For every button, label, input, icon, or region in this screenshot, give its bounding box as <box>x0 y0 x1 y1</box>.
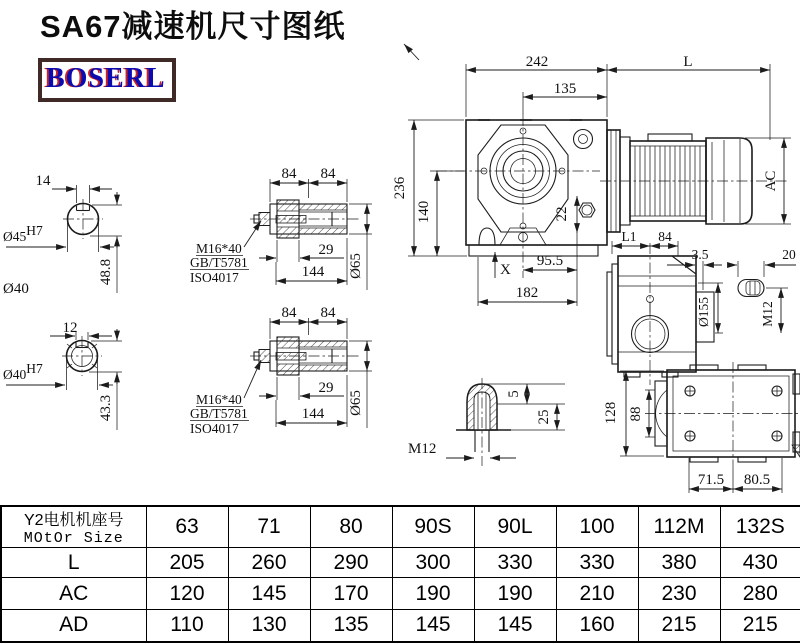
cell: 210 <box>556 578 638 610</box>
cell: 300 <box>392 548 474 578</box>
main-view <box>392 54 791 306</box>
row-label: L <box>1 548 146 578</box>
cell: 230 <box>638 578 720 610</box>
note-iso: ISO4017 <box>190 421 239 436</box>
dim-3-5: 3.5 <box>691 247 709 262</box>
col-header: 90S <box>392 506 474 548</box>
cell: 430 <box>720 548 800 578</box>
cell: 215 <box>638 610 720 642</box>
dim-84a: 84 <box>281 166 297 182</box>
table-header-row <box>1 506 800 548</box>
cell: 190 <box>392 578 474 610</box>
dim-84a: 84 <box>281 305 297 321</box>
note-m16: M16*40 <box>196 392 242 407</box>
label-dia40: Ø40 <box>3 281 29 297</box>
dim-dia40h7: Ø40H7 <box>3 361 43 382</box>
cell: 290 <box>310 548 392 578</box>
dim-84: 84 <box>658 229 672 244</box>
dim-m12: M12 <box>760 301 775 327</box>
col-header: 100 <box>556 506 638 548</box>
col-header: 90L <box>474 506 556 548</box>
table-row-L <box>1 548 800 578</box>
dim-182: 182 <box>515 285 539 301</box>
dim-88: 88 <box>628 406 644 422</box>
dim-48-8: 48.8 <box>98 258 114 286</box>
dim-140: 140 <box>416 200 432 224</box>
dim-dia45: Ø45H7 <box>3 223 43 244</box>
cell: 330 <box>474 548 556 578</box>
cell: 160 <box>556 610 638 642</box>
cell: 280 <box>720 578 800 610</box>
page-title: SA67减速机尺寸图纸 <box>40 9 346 44</box>
dim-144: 144 <box>301 264 325 280</box>
dim-L: L <box>683 54 693 70</box>
header-line1: Y2电机机座号 <box>23 512 124 529</box>
dim-12: 12 <box>62 320 78 336</box>
dim-22: 22 <box>554 206 570 222</box>
header-line2: MOtOr Size <box>23 530 124 547</box>
dim-dia65: Ø65 <box>348 390 364 416</box>
annotation-arrow <box>404 44 419 60</box>
col-header: 71 <box>228 506 310 548</box>
logo-text: BOSERL <box>46 63 166 94</box>
cell: 330 <box>556 548 638 578</box>
cell: 145 <box>392 610 474 642</box>
cell: 170 <box>310 578 392 610</box>
cell: 130 <box>228 610 310 642</box>
col-header: 132S <box>720 506 800 548</box>
hollow-shaft-section-1 <box>190 166 372 290</box>
dim-14: 14 <box>35 173 51 189</box>
note-iso: ISO4017 <box>190 270 239 285</box>
dim-84b: 84 <box>320 166 336 182</box>
dim-X: X <box>500 262 511 278</box>
plug-detail <box>667 247 796 333</box>
cell: 190 <box>474 578 556 610</box>
dim-236: 236 <box>392 176 408 200</box>
motor-size-table <box>0 505 800 643</box>
dim-dia155: Ø155 <box>696 297 711 327</box>
col-header: 63 <box>146 506 228 548</box>
dim-dia65: Ø65 <box>348 253 364 279</box>
dim-80-5: 80.5 <box>743 472 771 488</box>
cell: 110 <box>146 610 228 642</box>
gearbox-top-view <box>603 362 800 493</box>
dim-AC: AC <box>763 170 779 192</box>
dim-m12: M12 <box>408 441 437 457</box>
row-label: AD <box>1 610 146 642</box>
shaft-end-view-2 <box>3 320 122 430</box>
dim-135: 135 <box>553 81 577 97</box>
dim-20: 20 <box>782 247 796 262</box>
row-label: AC <box>1 578 146 610</box>
dim-29: 29 <box>318 242 334 258</box>
dim-29: 29 <box>318 380 334 396</box>
dim-25: 25 <box>536 409 552 425</box>
dim-5: 5 <box>506 390 522 398</box>
col-header: 112M <box>638 506 720 548</box>
dim-128: 128 <box>603 401 619 425</box>
table-row-AC <box>1 578 800 610</box>
cell: 380 <box>638 548 720 578</box>
cell: 145 <box>228 578 310 610</box>
cell: 215 <box>720 610 800 642</box>
dim-144: 144 <box>301 406 325 422</box>
dim-43-3: 43.3 <box>98 394 114 422</box>
dim-95-5: 95.5 <box>536 253 564 269</box>
note-gbt: GB/T5781 <box>190 255 248 270</box>
hollow-shaft-section-2 <box>190 305 372 436</box>
cell: 205 <box>146 548 228 578</box>
cell: 135 <box>310 610 392 642</box>
dim-L1: L1 <box>621 229 637 244</box>
note-m16: M16*40 <box>196 241 242 256</box>
col-header: 80 <box>310 506 392 548</box>
shaft-end-view-1 <box>3 173 122 297</box>
x-feature-dome <box>479 228 495 245</box>
dim-71-5: 71.5 <box>697 472 725 488</box>
note-gbt: GB/T5781 <box>190 406 248 421</box>
cell: 260 <box>228 548 310 578</box>
cell: 120 <box>146 578 228 610</box>
cell: 145 <box>474 610 556 642</box>
dim-242: 242 <box>525 54 549 70</box>
dim-84b: 84 <box>320 305 336 321</box>
header-motor-size <box>1 506 146 548</box>
key-stud-detail <box>408 378 565 466</box>
